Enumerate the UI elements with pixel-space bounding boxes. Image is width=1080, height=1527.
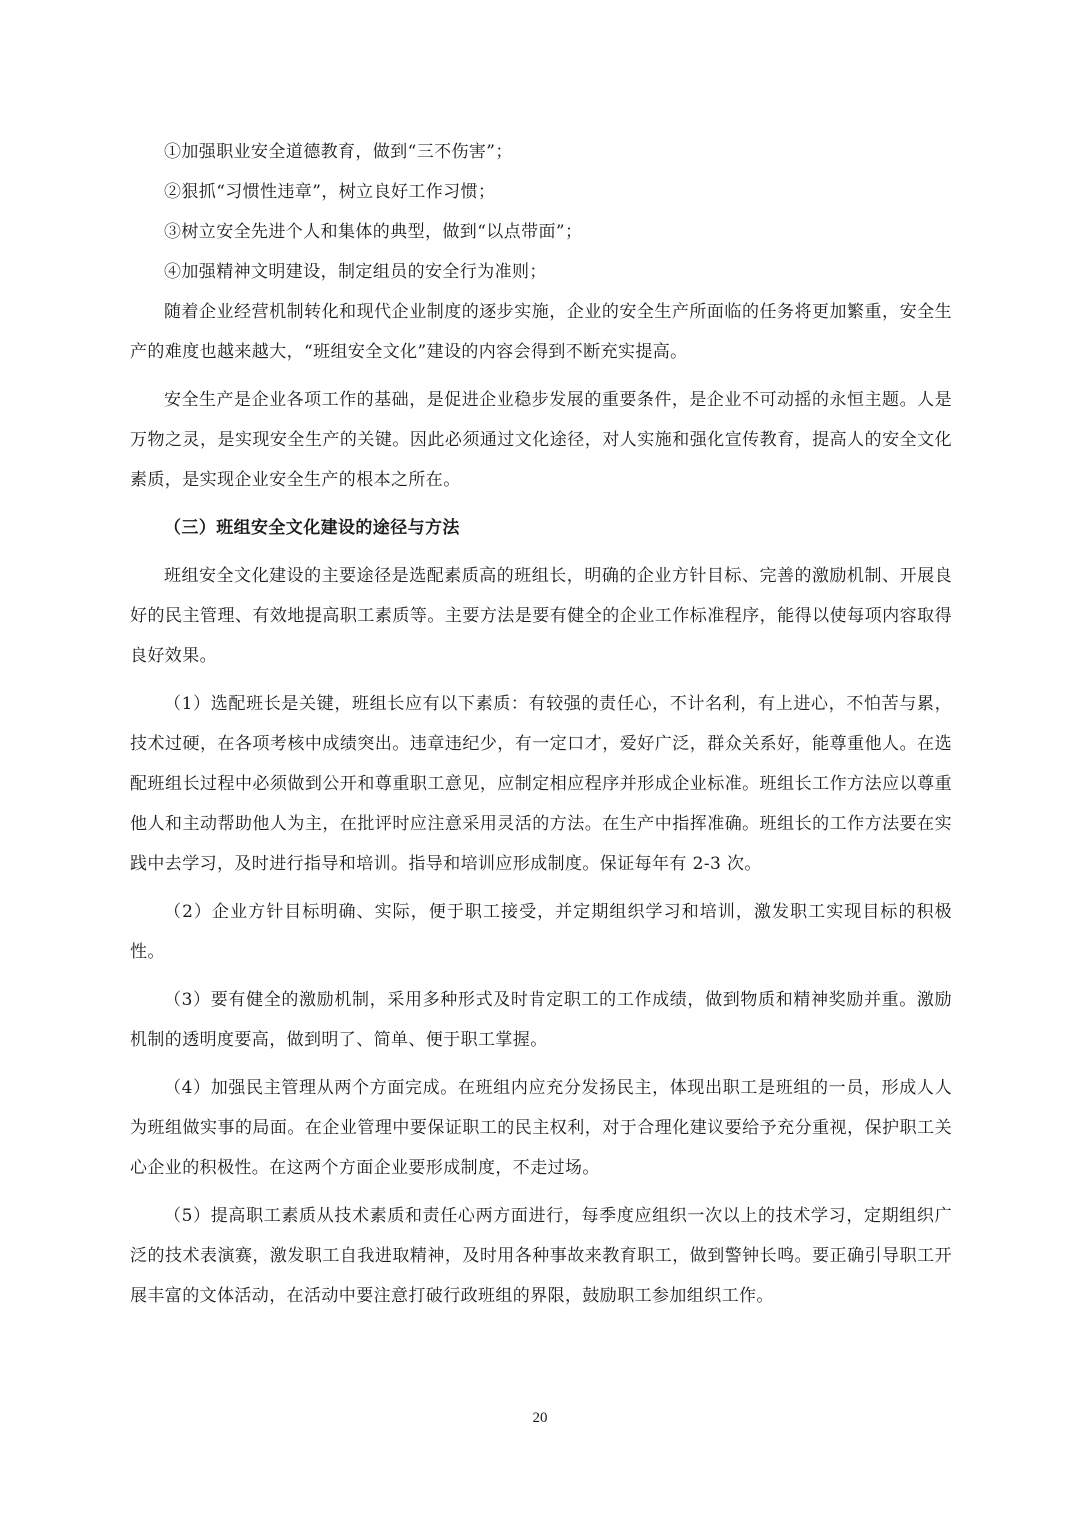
paragraph: 安全生产是企业各项工作的基础，是促进企业稳步发展的重要条件，是企业不可动摇的永恒主题。人是万物之灵，是实现安全生产的关键。因此必须通过文化途径，对人实施和强化宣传教育，提高人的安全文化素质，是实现企业安全生产的根本之所在。	[130, 390, 952, 490]
paragraph: 随着企业经营机制转化和现代企业制度的逐步实施，企业的安全生产所面临的任务将更加繁重，安全生产的难度也越来越大，“班组安全文化”建设的内容会得到不断充实提高。	[130, 302, 952, 362]
numbered-point: （3）要有健全的激励机制，采用多种形式及时肯定职工的工作成绩，做到物质和精神奖励并重。激励机制的透明度要高，做到明了、简单、便于职工掌握。	[130, 990, 952, 1050]
numbered-point: （4）加强民主管理从两个方面完成。在班组内应充分发扬民主，体现出职工是班组的一员，形成人人为班组做实事的局面。在企业管理中要保证职工的民主权利，对于合理化建议要给予充分重视，保护职工关心企业的积极性。在这两个方面企业要形成制度，不走过场。	[130, 1078, 952, 1178]
numbered-point: （2）企业方针目标明确、实际，便于职工接受，并定期组织学习和培训，激发职工实现目标的积极性。	[130, 902, 952, 962]
page-number: 20	[532, 1410, 548, 1426]
numbered-point: （5）提高职工素质从技术素质和责任心两方面进行，每季度应组织一次以上的技术学习，定期组织广泛的技术表演赛，激发职工自我进取精神，及时用各种事故来教育职工，做到警钟长鸣。要正确引导职工开展丰富的文体活动，在活动中要注意打破行政班组的界限，鼓励职工参加组织工作。	[130, 1206, 952, 1306]
section-heading: （三）班组安全文化建设的途径与方法	[164, 518, 460, 538]
paragraph: 班组安全文化建设的主要途径是选配素质高的班组长，明确的企业方针目标、完善的激励机制、开展良好的民主管理、有效地提高职工素质等。主要方法是要有健全的企业工作标准程序，能得以使每项内容取得良好效果。	[130, 566, 952, 666]
list-item: ③树立安全先进个人和集体的典型，做到“以点带面”；	[164, 222, 583, 242]
list-item: ④加强精神文明建设，制定组员的安全行为准则；	[164, 262, 547, 282]
list-item: ①加强职业安全道德教育，做到“三不伤害”；	[164, 142, 513, 162]
numbered-point: （1）选配班长是关键，班组长应有以下素质：有较强的责任心，不计名利，有上进心，不怕苦与累，技术过硬，在各项考核中成绩突出。违章违纪少，有一定口才，爱好广泛，群众关系好，能尊重他人。在选配班组长过程中必须做到公开和尊重职工意见，应制定相应程序并形成企业标准。班组长工作方法应以尊重他人和主动帮助他人为主，在批评时应注意采用灵活的方法。在生产中指挥准确。班组长的工作方法要在实践中去学习，及时进行指导和培训。指导和培训应形成制度。保证每年有 2-3 次。	[130, 694, 952, 874]
document-body	[130, 132, 952, 1324]
list-item: ②狠抓“习惯性违章”，树立良好工作习惯；	[164, 182, 496, 202]
